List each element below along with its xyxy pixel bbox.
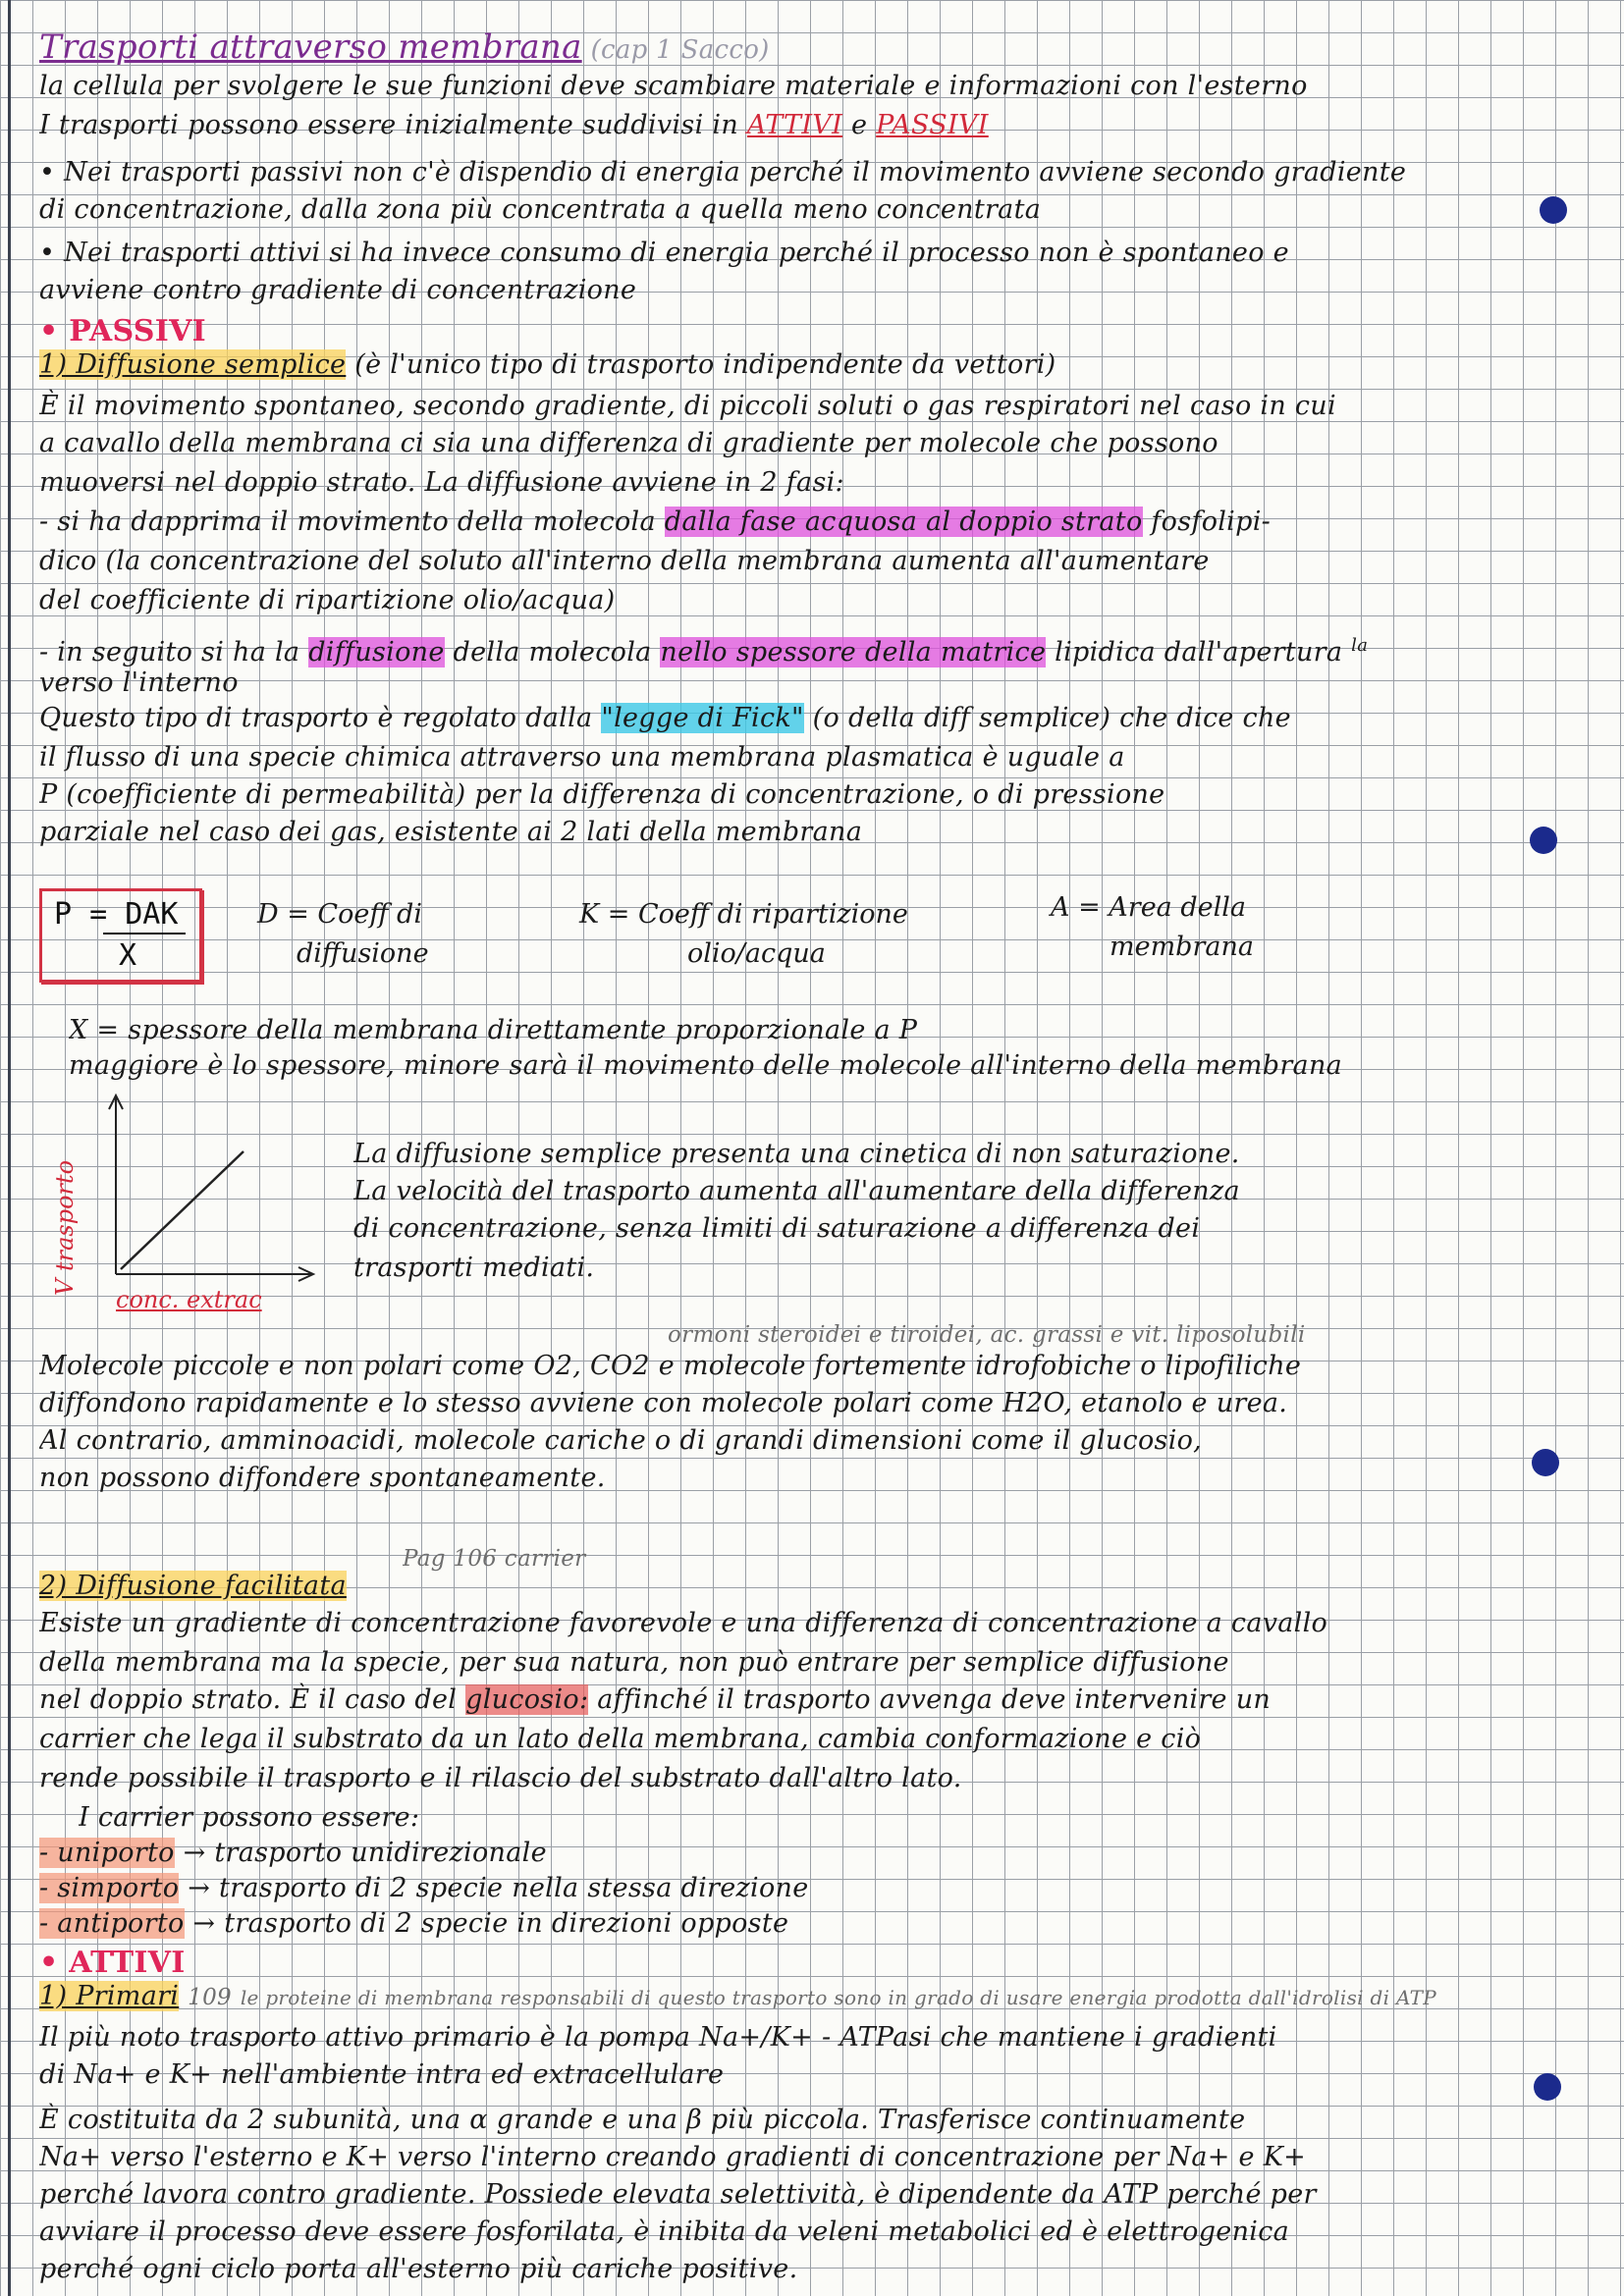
attivi-term: ATTIVI — [746, 110, 843, 140]
text-line: P (coefficiente di permeabilità) per la differenza di concentrazione, o di pressione — [39, 779, 1165, 810]
text-line: perché lavora contro gradiente. Possiede elevata selettività, è dipendente da ATP perché per — [39, 2179, 1317, 2210]
highlight: nello spessore della matrice — [660, 637, 1047, 667]
text-line: avviene contro gradiente di concentrazione — [39, 275, 637, 305]
definition-text: A = Area della — [1051, 892, 1246, 923]
carrier-desc: → trasporto unidirezionale — [183, 1838, 547, 1868]
text-line: non possono diffondere spontaneamente. — [39, 1463, 606, 1493]
text-line: Na+ verso l'esterno e K+ verso l'interno creando gradienti di concentrazione per Na+ e K+ — [39, 2142, 1307, 2172]
text-fragment: e — [850, 110, 868, 140]
highlight: glucosio: — [465, 1684, 589, 1715]
definition-text: D = Coeff di — [257, 899, 422, 930]
text-fragment: - si ha dapprima il movimento della molecola — [39, 507, 656, 537]
text-line — [39, 699, 1585, 738]
text-line: della membrana ma la specie, per sua natura, non può entrare per semplice diffusione — [39, 1647, 1229, 1678]
text-line: a cavallo della membrana ci sia una differenza di gradiente per molecole che possono — [39, 428, 1218, 458]
fick-formula — [39, 888, 202, 983]
graph-y-label: V trasporto — [51, 1159, 79, 1296]
text-line: di Na+ e K+ nell'ambiente intra ed extracellulare — [39, 2059, 725, 2090]
text-line: verso l'interno — [39, 667, 239, 698]
subsection-title-line — [39, 1567, 1585, 1606]
superscript-note: la — [1351, 635, 1369, 656]
text-line: X = spessore della membrana direttamente proporzionale a P — [69, 1015, 918, 1045]
highlight: "legge di Fick" — [601, 703, 804, 733]
text-line: • Nei trasporti attivi si ha invece consumo di energia perché il processo non è spontaneo e — [39, 238, 1289, 268]
definition-a — [1051, 888, 1254, 967]
text-fragment: fosfolipi- — [1151, 507, 1272, 537]
pencil-note: Pag 106 carrier — [403, 1546, 586, 1572]
section-title: • ATTIVI — [39, 1946, 186, 1980]
text-line: la cellula per svolgere le sue funzioni deve scambiare materiale e informazioni con l'esterno — [39, 71, 1308, 101]
text-fragment: I trasporti possono essere inizialmente suddivisi in — [39, 110, 739, 140]
formula-denominator: X — [119, 938, 137, 973]
carrier-type — [39, 1834, 1585, 1873]
pencil-note: le proteine di membrana responsabili di questo trasporto sono in grado di usare energia prodotta dall'idrolisi di ATP — [240, 1986, 1436, 2009]
text-line: Molecole piccole e non polari come O2, CO2 e molecole fortemente idrofobiche o lipofiliche — [39, 1351, 1302, 1381]
text-line — [39, 106, 1585, 145]
text-line: I carrier possono essere: — [79, 1802, 420, 1833]
text-line: il flusso di una specie chimica attraverso una membrana plasmatica è uguale a — [39, 742, 1125, 773]
text-line: Al contrario, amminoacidi, molecole cariche o di grandi dimensioni come il glucosio, — [39, 1425, 1203, 1456]
text-fragment: Questo tipo di trasporto è regolato dalla — [39, 703, 593, 733]
text-line — [39, 1681, 1585, 1720]
subsection-note: (è l'unico tipo di trasporto indipendente da vettori) — [354, 349, 1056, 380]
definition-text: membrana — [1110, 932, 1254, 962]
text-line: muoversi nel doppio strato. La diffusione avviene in 2 fasi: — [39, 467, 844, 498]
text-line: carrier che lega il substrato da un lato della membrana, cambia conformazione e ciò — [39, 1724, 1202, 1754]
carrier-name: - uniporto — [39, 1838, 175, 1868]
carrier-desc: → trasporto di 2 specie in direzioni opposte — [192, 1908, 789, 1939]
carrier-type — [39, 1869, 1585, 1908]
definition-d — [257, 895, 429, 974]
subsection-title-line — [39, 346, 1585, 385]
text-line: Esiste un gradiente di concentrazione favorevole e una differenza di concentrazione a cavallo — [39, 1608, 1328, 1638]
text-line: di concentrazione, dalla zona più concentrata a quella meno concentrata — [39, 194, 1042, 225]
text-line: del coefficiente di ripartizione olio/acqua) — [39, 585, 616, 615]
definition-text: K = Coeff di ripartizione — [579, 899, 908, 930]
carrier-name: - simporto — [39, 1873, 180, 1903]
section-title: • PASSIVI — [39, 314, 206, 348]
text-line: trasporti mediati. — [353, 1253, 595, 1283]
text-line: dico (la concentrazione del soluto all'interno della membrana aumenta all'aumentare — [39, 546, 1210, 576]
page-title-line — [39, 27, 1585, 70]
subsection-title-line — [39, 1977, 1585, 2017]
text-fragment: affinché il trasporto avvenga deve intervenire un — [597, 1684, 1272, 1715]
text-line: avviare il processo deve essere fosforilata, è inibita da veleni metabolici ed è elettrogenica — [39, 2216, 1290, 2247]
text-fragment: lipidica dall'apertura — [1055, 637, 1343, 667]
text-line: diffondono rapidamente e lo stesso avviene con molecole polari come H2O, etanolo e urea. — [39, 1388, 1288, 1418]
title-note: (cap 1 Sacco) — [590, 35, 770, 65]
highlight: dalla fase acquosa al doppio strato — [664, 507, 1143, 537]
page-title: Trasporti attraverso membrana — [39, 27, 582, 67]
text-line: Il più noto trasporto attivo primario è la pompa Na+/K+ - ATPasi che mantiene i gradienti — [39, 2022, 1277, 2053]
passivi-term: PASSIVI — [876, 110, 989, 140]
page-reference: 109 — [188, 1985, 232, 2010]
subsection-title: 1) Primari — [39, 1981, 180, 2011]
text-line: È costituita da 2 subunità, una α grande e una β più piccola. Trasferisce continuamente — [39, 2105, 1246, 2135]
text-line: La velocità del trasporto aumenta all'aumentare della differenza — [353, 1176, 1240, 1206]
text-line: La diffusione semplice presenta una cinetica di non saturazione. — [353, 1139, 1240, 1169]
definition-k — [579, 895, 908, 974]
linear-curve — [121, 1151, 244, 1269]
carrier-type — [39, 1904, 1585, 1944]
text-fragment: (o della diff semplice) che dice che — [812, 703, 1291, 733]
pencil-note: ormoni steroidei e tiroidei, ac. grassi e vit. liposolubili — [668, 1322, 1306, 1348]
fraction-bar — [103, 933, 186, 934]
definition-text: diffusione — [297, 938, 429, 969]
formula-numerator: P = DAK — [54, 897, 179, 932]
text-line: perché ogni ciclo porta all'esterno più cariche positive. — [39, 2254, 798, 2284]
carrier-desc: → trasporto di 2 specie nella stessa direzione — [188, 1873, 809, 1903]
text-line: rende possibile il trasporto e il rilascio del substrato dall'altro lato. — [39, 1763, 962, 1793]
text-line: • Nei trasporti passivi non c'è dispendio di energia perché il movimento avviene secondo gradiente — [39, 157, 1407, 187]
text-line: maggiore è lo spessore, minore sarà il movimento delle molecole all'interno della membrana — [69, 1050, 1343, 1081]
subsection-title: 2) Diffusione facilitata — [39, 1571, 347, 1601]
text-line: È il movimento spontaneo, secondo gradiente, di piccoli soluti o gas respiratori nel caso in cui — [39, 391, 1336, 421]
text-line: parziale nel caso dei gas, esistente ai 2 lati della membrana — [39, 817, 863, 847]
text-line — [39, 503, 1585, 542]
graph-x-label: conc. extrac — [116, 1286, 262, 1313]
text-line: di concentrazione, senza limiti di saturazione a differenza dei — [353, 1213, 1201, 1244]
carrier-name: - antiporto — [39, 1908, 185, 1939]
definition-text: olio/acqua — [687, 938, 826, 969]
text-fragment: nel doppio strato. È il caso del — [39, 1684, 458, 1715]
margin-line — [8, 0, 11, 2296]
text-fragment: della molecola — [453, 637, 652, 667]
subsection-title: 1) Diffusione semplice — [39, 349, 347, 380]
text-fragment: - in seguito si ha la — [39, 637, 300, 667]
highlight: diffusione — [308, 637, 445, 667]
